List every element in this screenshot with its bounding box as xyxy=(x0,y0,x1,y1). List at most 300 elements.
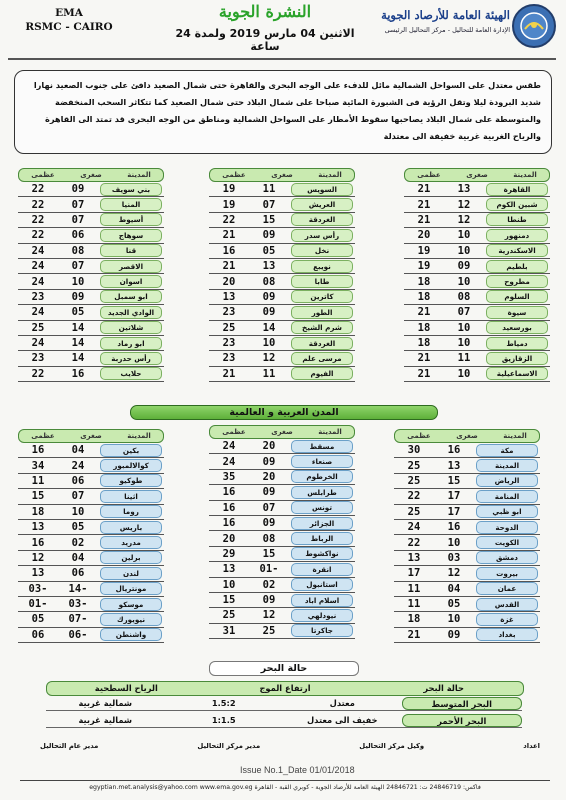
city-name: الغردقة xyxy=(291,213,353,226)
table-header-max: عظمى xyxy=(222,171,246,179)
table-row xyxy=(404,336,550,351)
max-temp: 23 xyxy=(31,352,45,365)
city-name: المنيا xyxy=(100,198,162,211)
min-temp: 12 xyxy=(262,352,276,365)
min-temp: 10 xyxy=(457,244,471,257)
ema-label: EMA xyxy=(55,7,83,19)
city-name: روما xyxy=(100,505,162,518)
city-name: ابو ظبي xyxy=(476,505,538,518)
max-temp: 21 xyxy=(417,183,431,196)
table-header-city: المدينة xyxy=(318,171,342,179)
max-temp: 24 xyxy=(407,521,421,534)
table-row xyxy=(18,566,164,581)
city-name: كوالالمبور xyxy=(100,459,162,472)
table-header-min: صغرى xyxy=(80,432,102,440)
min-temp: 08 xyxy=(262,532,276,545)
header-center xyxy=(165,2,365,53)
table-header-min: صغرى xyxy=(80,171,102,179)
city-name: سوهاج xyxy=(100,229,162,242)
max-temp: 01- xyxy=(28,598,48,611)
city-name: طابا xyxy=(291,275,353,288)
max-temp: 03- xyxy=(28,582,48,595)
max-temp: 15 xyxy=(31,490,45,503)
max-temp: 18 xyxy=(31,505,45,518)
min-temp: 12 xyxy=(457,213,471,226)
city-name: دمشق xyxy=(476,551,538,564)
arab-world-banner: المدن العربية و العالمية xyxy=(130,405,438,420)
min-temp: 15 xyxy=(447,474,461,487)
table-header-city: المدينة xyxy=(318,428,342,436)
min-temp: 06- xyxy=(68,628,88,641)
issue-number: Issue No.1_Date 01/01/2018 xyxy=(240,765,355,775)
min-temp: 11 xyxy=(457,352,471,365)
max-temp: 25 xyxy=(407,474,421,487)
table-row xyxy=(18,489,164,504)
max-temp: 16 xyxy=(222,517,236,530)
max-temp: 23 xyxy=(222,306,236,319)
min-temp: 10 xyxy=(457,367,471,380)
city-name: ابو رماد xyxy=(100,337,162,350)
max-temp: 13 xyxy=(31,521,45,534)
min-temp: 04 xyxy=(71,551,85,564)
city-name: الغردقة xyxy=(291,337,353,350)
max-temp: 19 xyxy=(417,260,431,273)
table-header-min: صغرى xyxy=(271,428,293,436)
table-row xyxy=(209,259,355,274)
min-temp: 09 xyxy=(262,290,276,303)
table-row xyxy=(209,624,355,639)
table-row xyxy=(18,628,164,643)
min-temp: 07 xyxy=(71,260,85,273)
max-temp: 25 xyxy=(407,505,421,518)
sea-row-red-sea xyxy=(46,714,522,728)
city-name: بكين xyxy=(100,444,162,457)
city-name: سيوة xyxy=(486,306,548,319)
table-row xyxy=(18,505,164,520)
table-row xyxy=(209,485,355,500)
max-temp: 24 xyxy=(31,337,45,350)
city-name: اثينا xyxy=(100,490,162,503)
table-row xyxy=(404,305,550,320)
city-name: الخرطوم xyxy=(291,470,353,483)
min-temp: 05 xyxy=(447,598,461,611)
max-temp: 34 xyxy=(31,459,45,472)
table-header xyxy=(209,425,355,439)
min-temp: 10 xyxy=(262,337,276,350)
min-temp: 04 xyxy=(71,444,85,457)
min-temp: 04 xyxy=(447,582,461,595)
egypt-table-left xyxy=(18,168,164,382)
min-temp: 07- xyxy=(68,613,88,626)
city-name: قنا xyxy=(100,244,162,257)
table-row xyxy=(209,439,355,454)
table-row xyxy=(404,290,550,305)
table-row xyxy=(209,531,355,546)
sea-state: خفيف الى معتدل xyxy=(306,715,378,725)
ema-logo-icon xyxy=(512,4,556,48)
min-temp: 10 xyxy=(71,275,85,288)
max-temp: 22 xyxy=(31,213,45,226)
table-row xyxy=(18,336,164,351)
table-row xyxy=(209,228,355,243)
city-name: طرابلس xyxy=(291,486,353,499)
world-table-left xyxy=(18,429,164,643)
city-name: رأس سدر xyxy=(291,229,353,242)
table-row xyxy=(209,593,355,608)
max-temp: 22 xyxy=(31,198,45,211)
max-temp: 22 xyxy=(407,490,421,503)
max-temp: 24 xyxy=(31,244,45,257)
table-row xyxy=(394,474,540,489)
max-temp: 10 xyxy=(222,578,236,591)
max-temp: 24 xyxy=(31,260,45,273)
sea-state-title: حالة البحر xyxy=(209,661,359,676)
city-name: ابو سمبل xyxy=(100,290,162,303)
table-header-max: عظمى xyxy=(31,171,55,179)
min-temp: 02 xyxy=(262,578,276,591)
city-name: تونس xyxy=(291,501,353,514)
table-row xyxy=(18,458,164,473)
city-name: مرسى علم xyxy=(291,352,353,365)
min-temp: 09 xyxy=(262,229,276,242)
max-temp: 35 xyxy=(222,470,236,483)
sea-wind: شمالية غربية xyxy=(78,698,133,708)
min-temp: 16 xyxy=(71,367,85,380)
sea-name: البحر المتوسط xyxy=(402,697,523,710)
min-temp: 09 xyxy=(457,260,471,273)
table-row xyxy=(18,597,164,612)
center-director-label: مدير مركز التحاليل xyxy=(197,742,261,750)
table-row xyxy=(209,305,355,320)
max-temp: 12 xyxy=(31,551,45,564)
city-name: الفيوم xyxy=(291,367,353,380)
min-temp: 07 xyxy=(457,306,471,319)
city-name: صنعاء xyxy=(291,455,353,468)
max-temp: 23 xyxy=(31,290,45,303)
city-name: العريش xyxy=(291,198,353,211)
min-temp: 01- xyxy=(259,563,279,576)
max-temp: 24 xyxy=(31,275,45,288)
min-temp: 15 xyxy=(262,547,276,560)
city-name: المنامة xyxy=(476,490,538,503)
min-temp: 03- xyxy=(68,598,88,611)
city-name: بني سويف xyxy=(100,183,162,196)
min-temp: 09 xyxy=(71,183,85,196)
max-temp: 22 xyxy=(31,183,45,196)
min-temp: 10 xyxy=(71,505,85,518)
min-temp: 05 xyxy=(262,244,276,257)
min-temp: 14 xyxy=(71,337,85,350)
egypt-table-middle xyxy=(209,168,355,382)
min-temp: 20 xyxy=(262,440,276,453)
min-temp: 25 xyxy=(262,624,276,637)
signatures-row xyxy=(40,742,540,750)
table-row xyxy=(18,290,164,305)
table-row xyxy=(18,582,164,597)
sea-wind: شمالية غربية xyxy=(78,715,133,725)
min-temp: 09 xyxy=(71,290,85,303)
table-row xyxy=(18,182,164,197)
min-temp: 07 xyxy=(71,490,85,503)
header-divider xyxy=(8,58,556,60)
table-row xyxy=(404,367,550,382)
egypt-table-right xyxy=(404,168,550,382)
max-temp: 19 xyxy=(222,198,236,211)
table-row xyxy=(18,443,164,458)
city-name: طوكيو xyxy=(100,474,162,487)
table-row xyxy=(209,470,355,485)
city-name: مطروح xyxy=(486,275,548,288)
max-temp: 31 xyxy=(222,624,236,637)
center-deputy-label: وكيل مركز التحاليل xyxy=(359,742,425,750)
table-header-city: المدينة xyxy=(127,432,151,440)
max-temp: 21 xyxy=(222,367,236,380)
city-name: برلين xyxy=(100,551,162,564)
min-temp: 08 xyxy=(262,275,276,288)
max-temp: 21 xyxy=(222,229,236,242)
sea-wave: 1:1.5 xyxy=(211,715,236,725)
min-temp: 16 xyxy=(447,444,461,457)
sea-row-mediterranean xyxy=(46,697,522,711)
max-temp: 18 xyxy=(417,290,431,303)
table-row xyxy=(394,443,540,458)
table-row xyxy=(209,547,355,562)
min-temp: 10 xyxy=(457,229,471,242)
city-name: شبين الكوم xyxy=(486,198,548,211)
city-name: الجزائر xyxy=(291,517,353,530)
table-header xyxy=(18,168,164,182)
min-temp: 02 xyxy=(71,536,85,549)
min-temp: 10 xyxy=(457,337,471,350)
max-temp: 11 xyxy=(31,474,45,487)
max-temp: 22 xyxy=(222,213,236,226)
min-temp: 17 xyxy=(447,505,461,518)
min-temp: 03 xyxy=(447,551,461,564)
city-name: مونتريال xyxy=(100,582,162,595)
max-temp: 25 xyxy=(31,321,45,334)
min-temp: 08 xyxy=(457,290,471,303)
min-temp: 09 xyxy=(447,628,461,641)
min-temp: 07 xyxy=(71,198,85,211)
min-temp: 14- xyxy=(68,582,88,595)
table-header-city: المدينة xyxy=(503,432,527,440)
sea-name: البحر الأحمر xyxy=(402,714,523,727)
table-row xyxy=(404,351,550,366)
sea-header-wind: الرياح السطحية xyxy=(94,683,158,693)
min-temp: 13 xyxy=(457,183,471,196)
table-row xyxy=(18,535,164,550)
max-temp: 23 xyxy=(222,352,236,365)
min-temp: 10 xyxy=(457,321,471,334)
table-row xyxy=(404,274,550,289)
max-temp: 13 xyxy=(407,551,421,564)
min-temp: 09 xyxy=(262,517,276,530)
table-row xyxy=(394,489,540,504)
max-temp: 16 xyxy=(222,244,236,257)
city-name: كاترين xyxy=(291,290,353,303)
table-row xyxy=(209,321,355,336)
min-temp: 10 xyxy=(447,536,461,549)
city-name: مدريد xyxy=(100,536,162,549)
city-name: دمياط xyxy=(486,337,548,350)
table-row xyxy=(209,454,355,469)
min-temp: 16 xyxy=(447,521,461,534)
max-temp: 18 xyxy=(417,275,431,288)
table-row xyxy=(209,351,355,366)
city-name: دمنهور xyxy=(486,229,548,242)
city-name: عمان xyxy=(476,582,538,595)
min-temp: 12 xyxy=(262,609,276,622)
max-temp: 16 xyxy=(222,501,236,514)
max-temp: 25 xyxy=(222,609,236,622)
min-temp: 11 xyxy=(262,183,276,196)
table-row xyxy=(209,562,355,577)
table-header-max: عظمى xyxy=(31,432,55,440)
city-name: موسكو xyxy=(100,598,162,611)
max-temp: 22 xyxy=(407,536,421,549)
table-row xyxy=(394,520,540,535)
city-name: اسوان xyxy=(100,275,162,288)
city-name: رأس حدربة xyxy=(100,352,162,365)
table-row xyxy=(404,259,550,274)
table-header-max: عظمى xyxy=(222,428,246,436)
table-row xyxy=(209,213,355,228)
max-temp: 20 xyxy=(222,275,236,288)
min-temp: 10 xyxy=(447,613,461,626)
city-name: الرياض xyxy=(476,474,538,487)
max-temp: 18 xyxy=(417,337,431,350)
city-name: أسيوط xyxy=(100,213,162,226)
table-row xyxy=(209,290,355,305)
max-temp: 16 xyxy=(222,486,236,499)
city-name: الزقازيق xyxy=(486,352,548,365)
sea-header-wave: ارتفاع الموج xyxy=(259,683,311,693)
table-header-city: المدينة xyxy=(127,171,151,179)
min-temp: 12 xyxy=(447,567,461,580)
max-temp: 19 xyxy=(417,244,431,257)
min-temp: 13 xyxy=(447,459,461,472)
city-name: استانبول xyxy=(291,578,353,591)
city-name: الدوحة xyxy=(476,521,538,534)
sea-wave: 1.5:2 xyxy=(211,698,236,708)
max-temp: 13 xyxy=(31,567,45,580)
table-row xyxy=(18,244,164,259)
min-temp: 09 xyxy=(262,455,276,468)
max-temp: 05 xyxy=(31,613,45,626)
max-temp: 21 xyxy=(407,628,421,641)
city-name: نيودلهي xyxy=(291,609,353,622)
max-temp: 24 xyxy=(31,306,45,319)
bulletin-title: النشرة الجوية xyxy=(218,2,312,21)
city-name: الاسكندرية xyxy=(486,244,548,257)
city-name: واشنطن xyxy=(100,628,162,641)
min-temp: 05 xyxy=(71,521,85,534)
table-row xyxy=(18,351,164,366)
max-temp: 15 xyxy=(222,594,236,607)
min-temp: 07 xyxy=(262,198,276,211)
city-name: بلطيم xyxy=(486,260,548,273)
table-row xyxy=(404,228,550,243)
min-temp: 07 xyxy=(262,501,276,514)
min-temp: 06 xyxy=(71,229,85,242)
max-temp: 21 xyxy=(417,198,431,211)
table-row xyxy=(394,566,540,581)
prepared-by-label: اعداد xyxy=(523,742,540,750)
min-temp: 24 xyxy=(71,459,85,472)
max-temp: 21 xyxy=(417,213,431,226)
table-row xyxy=(18,520,164,535)
min-temp: 05 xyxy=(71,306,85,319)
table-row xyxy=(394,612,540,627)
max-temp: 18 xyxy=(407,613,421,626)
city-name: الكويت xyxy=(476,536,538,549)
city-name: شرم الشيخ xyxy=(291,321,353,334)
city-name: الاسماعيلية xyxy=(486,367,548,380)
city-name: لندن xyxy=(100,567,162,580)
table-row xyxy=(18,197,164,212)
table-row xyxy=(404,244,550,259)
max-temp: 20 xyxy=(222,532,236,545)
table-row xyxy=(209,336,355,351)
table-row xyxy=(209,516,355,531)
org-subtitle: الإدارة العامة للتحاليل - مركز التحاليل الرئيسى xyxy=(384,26,510,34)
min-temp: 17 xyxy=(447,490,461,503)
max-temp: 16 xyxy=(31,536,45,549)
table-row xyxy=(394,582,540,597)
min-temp: 09 xyxy=(262,306,276,319)
table-row xyxy=(404,182,550,197)
max-temp: 16 xyxy=(31,444,45,457)
max-temp: 11 xyxy=(407,598,421,611)
table-row xyxy=(394,458,540,473)
table-row xyxy=(209,244,355,259)
table-row xyxy=(18,213,164,228)
city-name: نيويورك xyxy=(100,613,162,626)
city-name: حلايب xyxy=(100,367,162,380)
table-row xyxy=(18,367,164,382)
table-header xyxy=(18,429,164,443)
max-temp: 21 xyxy=(417,306,431,319)
max-temp: 21 xyxy=(417,352,431,365)
city-name: انقرة xyxy=(291,563,353,576)
table-row xyxy=(18,305,164,320)
table-header-city: المدينة xyxy=(513,171,537,179)
city-name: مسقط xyxy=(291,440,353,453)
min-temp: 08 xyxy=(71,244,85,257)
table-row xyxy=(394,535,540,550)
table-header-min: صغرى xyxy=(466,171,488,179)
max-temp: 22 xyxy=(31,367,45,380)
max-temp: 22 xyxy=(31,229,45,242)
header-org xyxy=(370,2,560,54)
sea-header-state: حالة البحر xyxy=(423,683,464,693)
max-temp: 29 xyxy=(222,547,236,560)
table-row xyxy=(404,213,550,228)
max-temp: 25 xyxy=(407,459,421,472)
world-table-right xyxy=(394,429,540,643)
city-name: المدينة xyxy=(476,459,538,472)
min-temp: 14 xyxy=(71,352,85,365)
table-header-min: صغرى xyxy=(271,171,293,179)
table-row xyxy=(209,367,355,382)
header-ema-block xyxy=(14,6,124,34)
min-temp: 13 xyxy=(262,260,276,273)
max-temp: 11 xyxy=(407,582,421,595)
min-temp: 09 xyxy=(262,594,276,607)
table-row xyxy=(18,259,164,274)
table-row xyxy=(394,505,540,520)
table-row xyxy=(18,474,164,489)
